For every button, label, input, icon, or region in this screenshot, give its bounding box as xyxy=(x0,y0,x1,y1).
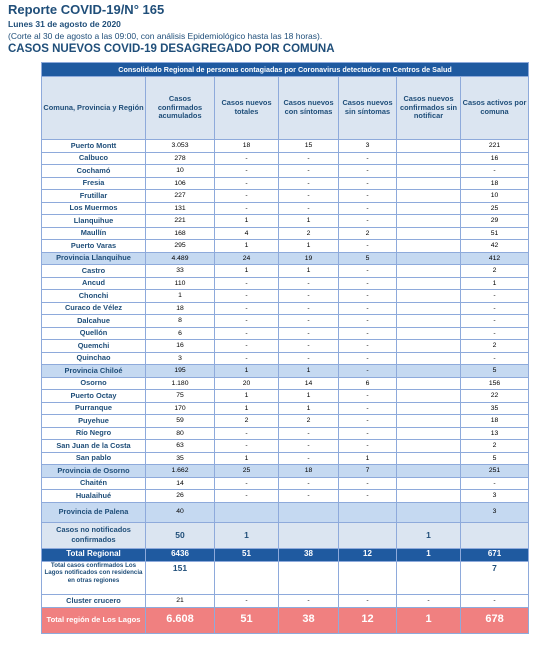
cell-value: 40 xyxy=(146,502,215,522)
cell-value: - xyxy=(215,352,279,365)
cell-value: 1 xyxy=(215,390,279,403)
total-regional-row xyxy=(42,548,529,561)
cell-value: - xyxy=(279,490,339,503)
cell-value xyxy=(397,290,461,303)
cell-value: - xyxy=(339,415,397,428)
cell-value: - xyxy=(339,190,397,203)
cell-value: - xyxy=(339,277,397,290)
cell-value: - xyxy=(339,290,397,303)
cell-value xyxy=(397,340,461,353)
cell-value: 63 xyxy=(146,440,215,453)
cell-value: 14 xyxy=(146,477,215,490)
cell-value: 3 xyxy=(461,502,529,522)
cell-value: 1.180 xyxy=(146,377,215,390)
cell-value xyxy=(397,477,461,490)
cell-value: - xyxy=(279,302,339,315)
cell-value xyxy=(279,522,339,548)
cell-value: 170 xyxy=(146,402,215,415)
cell-value: 1 xyxy=(461,277,529,290)
cell-value xyxy=(397,265,461,278)
cell-value xyxy=(397,152,461,165)
cell-value: 1 xyxy=(397,548,461,561)
cell-value xyxy=(397,352,461,365)
cell-value: 8 xyxy=(146,315,215,328)
cell-value: - xyxy=(339,165,397,178)
cell-value: 18 xyxy=(461,415,529,428)
cruise-cluster-row xyxy=(42,594,529,607)
cell-value: 75 xyxy=(146,390,215,403)
province-row xyxy=(42,465,529,478)
report-date: Lunes 31 de agosto de 2020 xyxy=(8,19,121,29)
cell-value: - xyxy=(339,402,397,415)
final-total-row xyxy=(42,607,529,633)
cell-value: 51 xyxy=(215,548,279,561)
cell-value xyxy=(279,502,339,522)
cell-value xyxy=(397,377,461,390)
cell-value: 25 xyxy=(215,465,279,478)
cell-value: 1.662 xyxy=(146,465,215,478)
row-label: Llanquihue xyxy=(42,215,146,228)
row-label: Purranque xyxy=(42,402,146,415)
cell-value xyxy=(397,277,461,290)
cell-value: 6436 xyxy=(146,548,215,561)
cell-value: 80 xyxy=(146,427,215,440)
cell-value: 35 xyxy=(461,402,529,415)
cell-value: - xyxy=(461,315,529,328)
cell-value: - xyxy=(461,165,529,178)
cell-value: - xyxy=(215,202,279,215)
commune-row xyxy=(42,202,529,215)
province-row xyxy=(42,252,529,265)
cell-value: 2 xyxy=(461,440,529,453)
commune-row xyxy=(42,390,529,403)
row-label: Chonchi xyxy=(42,290,146,303)
cell-value: - xyxy=(279,340,339,353)
cell-value: 671 xyxy=(461,548,529,561)
cell-value: - xyxy=(339,327,397,340)
cell-value: 5 xyxy=(339,252,397,265)
cell-value: - xyxy=(397,594,461,607)
cell-value: 16 xyxy=(461,152,529,165)
not-notified-row xyxy=(42,522,529,548)
cell-value: 678 xyxy=(461,607,529,633)
cell-value: 18 xyxy=(461,177,529,190)
cell-value xyxy=(215,561,279,594)
cell-value: - xyxy=(215,190,279,203)
cell-value xyxy=(397,140,461,153)
cell-value: 21 xyxy=(146,594,215,607)
cell-value: 110 xyxy=(146,277,215,290)
cell-value: 59 xyxy=(146,415,215,428)
column-header: Comuna, Provincia y Región xyxy=(42,77,146,140)
cell-value: - xyxy=(279,440,339,453)
row-label: Total Regional xyxy=(42,548,146,561)
cell-value: 131 xyxy=(146,202,215,215)
cell-value: 7 xyxy=(461,561,529,594)
commune-row xyxy=(42,440,529,453)
column-header: Casos nuevos con síntomas xyxy=(279,77,339,140)
commune-row xyxy=(42,415,529,428)
commune-row xyxy=(42,477,529,490)
cell-value: 6 xyxy=(146,327,215,340)
cell-value: 33 xyxy=(146,265,215,278)
cell-value: 12 xyxy=(339,548,397,561)
row-label: Calbuco xyxy=(42,152,146,165)
commune-row xyxy=(42,315,529,328)
cell-value: - xyxy=(215,427,279,440)
cell-value: 2 xyxy=(279,415,339,428)
cell-value: 1 xyxy=(279,390,339,403)
cell-value xyxy=(339,561,397,594)
cell-value: - xyxy=(279,190,339,203)
cell-value: 22 xyxy=(461,390,529,403)
cell-value: 227 xyxy=(146,190,215,203)
commune-row xyxy=(42,352,529,365)
commune-row xyxy=(42,340,529,353)
cell-value: 26 xyxy=(146,490,215,503)
row-label: Chaitén xyxy=(42,477,146,490)
row-label: Cluster crucero xyxy=(42,594,146,607)
cell-value xyxy=(397,390,461,403)
cell-value: 4.489 xyxy=(146,252,215,265)
row-label: Dalcahue xyxy=(42,315,146,328)
row-label: Castro xyxy=(42,265,146,278)
cell-value: - xyxy=(339,427,397,440)
cell-value: 1 xyxy=(339,452,397,465)
cell-value: 4 xyxy=(215,227,279,240)
column-header: Casos nuevos sin síntomas xyxy=(339,77,397,140)
cell-value: 5 xyxy=(461,452,529,465)
row-label: Río Negro xyxy=(42,427,146,440)
commune-row xyxy=(42,152,529,165)
cell-value: 2 xyxy=(279,227,339,240)
cell-value xyxy=(397,252,461,265)
other-regions-row xyxy=(42,561,529,594)
section-title: CASOS NUEVOS COVID-19 DESAGREGADO POR COMUNA xyxy=(8,43,335,55)
cell-value xyxy=(397,327,461,340)
cell-value: - xyxy=(461,302,529,315)
commune-row xyxy=(42,377,529,390)
row-label: Frutillar xyxy=(42,190,146,203)
cell-value xyxy=(397,365,461,378)
cell-value xyxy=(397,302,461,315)
cell-value: 1 xyxy=(215,452,279,465)
row-label: Puyehue xyxy=(42,415,146,428)
cell-value: - xyxy=(279,152,339,165)
cell-value: - xyxy=(215,594,279,607)
cell-value: 251 xyxy=(461,465,529,478)
cell-value: 1 xyxy=(279,402,339,415)
cell-value: - xyxy=(339,340,397,353)
cell-value: - xyxy=(339,440,397,453)
cell-value: 2 xyxy=(215,415,279,428)
cell-value: 2 xyxy=(461,265,529,278)
cases-by-commune-table xyxy=(41,62,529,634)
cell-value: 51 xyxy=(215,607,279,633)
commune-row xyxy=(42,302,529,315)
cell-value: 1 xyxy=(215,522,279,548)
cell-value: 5 xyxy=(461,365,529,378)
row-label: Los Muermos xyxy=(42,202,146,215)
cell-value: - xyxy=(339,215,397,228)
cell-value: - xyxy=(339,594,397,607)
cell-value: - xyxy=(215,477,279,490)
cell-value: 6 xyxy=(339,377,397,390)
cell-value: - xyxy=(339,390,397,403)
cell-value: 156 xyxy=(461,377,529,390)
row-label: Curaco de Vélez xyxy=(42,302,146,315)
cell-value: 51 xyxy=(461,227,529,240)
row-label: Puerto Montt xyxy=(42,140,146,153)
cell-value: - xyxy=(279,277,339,290)
commune-row xyxy=(42,452,529,465)
cell-value: 1 xyxy=(215,215,279,228)
row-label: Hualaihué xyxy=(42,490,146,503)
cell-value: - xyxy=(279,327,339,340)
cell-value: - xyxy=(339,202,397,215)
cell-value: 106 xyxy=(146,177,215,190)
cell-value xyxy=(339,502,397,522)
commune-row xyxy=(42,277,529,290)
cell-value: 151 xyxy=(146,561,215,594)
cell-value xyxy=(397,465,461,478)
cell-value: 19 xyxy=(279,252,339,265)
cell-value: 35 xyxy=(146,452,215,465)
cell-value: - xyxy=(279,477,339,490)
cell-value: - xyxy=(461,594,529,607)
cell-value: - xyxy=(461,327,529,340)
cell-value: - xyxy=(339,302,397,315)
commune-row xyxy=(42,227,529,240)
cell-value xyxy=(397,177,461,190)
province-row xyxy=(42,502,529,522)
cell-value: 1 xyxy=(215,365,279,378)
cell-value: 1 xyxy=(279,365,339,378)
cell-value: - xyxy=(215,152,279,165)
cell-value: 10 xyxy=(146,165,215,178)
commune-row xyxy=(42,327,529,340)
cell-value xyxy=(397,227,461,240)
row-label: Total casos confirmados Los Lagos notificados con residencia en otras regiones xyxy=(42,561,146,594)
cell-value: 18 xyxy=(146,302,215,315)
commune-row xyxy=(42,190,529,203)
cell-value: - xyxy=(215,177,279,190)
column-header: Casos activos por comuna xyxy=(461,77,529,140)
cell-value: 278 xyxy=(146,152,215,165)
cell-value: - xyxy=(279,315,339,328)
commune-row xyxy=(42,490,529,503)
cell-value: 1 xyxy=(215,265,279,278)
cell-value xyxy=(397,190,461,203)
cell-value xyxy=(397,165,461,178)
cell-value: 14 xyxy=(279,377,339,390)
cell-value: 29 xyxy=(461,215,529,228)
cell-value: 10 xyxy=(461,190,529,203)
column-header: Casos nuevos totales xyxy=(215,77,279,140)
cell-value xyxy=(397,202,461,215)
cell-value: 2 xyxy=(339,227,397,240)
cell-value: 3 xyxy=(146,352,215,365)
cell-value: 7 xyxy=(339,465,397,478)
row-label: Quemchi xyxy=(42,340,146,353)
cell-value xyxy=(279,561,339,594)
cell-value: 221 xyxy=(146,215,215,228)
commune-row xyxy=(42,240,529,253)
row-label: Provincia Llanquihue xyxy=(42,252,146,265)
cell-value: - xyxy=(215,165,279,178)
cell-value xyxy=(397,240,461,253)
commune-row xyxy=(42,402,529,415)
cell-value: - xyxy=(339,152,397,165)
cell-value: - xyxy=(339,365,397,378)
row-label: Quellón xyxy=(42,327,146,340)
cell-value xyxy=(339,522,397,548)
cell-value: - xyxy=(279,202,339,215)
commune-row xyxy=(42,215,529,228)
column-header: Casos nuevos confirmados sin notificar xyxy=(397,77,461,140)
cell-value: 1 xyxy=(215,240,279,253)
cell-value: - xyxy=(461,352,529,365)
cell-value: - xyxy=(215,340,279,353)
report-title: Reporte COVID-19/N° 165 xyxy=(8,2,165,17)
cell-value: - xyxy=(339,490,397,503)
cell-value: - xyxy=(215,327,279,340)
province-row xyxy=(42,365,529,378)
commune-row xyxy=(42,177,529,190)
cell-value: - xyxy=(279,290,339,303)
cell-value: 1 xyxy=(279,215,339,228)
cell-value: 18 xyxy=(279,465,339,478)
cell-value: 38 xyxy=(279,548,339,561)
cell-value xyxy=(397,490,461,503)
cell-value: - xyxy=(215,290,279,303)
cell-value: - xyxy=(215,490,279,503)
cell-value: 168 xyxy=(146,227,215,240)
cell-value: 20 xyxy=(215,377,279,390)
cell-value xyxy=(397,440,461,453)
cell-value: - xyxy=(215,277,279,290)
commune-row xyxy=(42,290,529,303)
cell-value: - xyxy=(215,440,279,453)
cell-value: 13 xyxy=(461,427,529,440)
row-label: Puerto Varas xyxy=(42,240,146,253)
cell-value: 221 xyxy=(461,140,529,153)
row-label: Provincia Chiloé xyxy=(42,365,146,378)
cell-value: - xyxy=(215,315,279,328)
cell-value xyxy=(397,415,461,428)
cell-value: 195 xyxy=(146,365,215,378)
cell-value: - xyxy=(279,165,339,178)
cell-value xyxy=(215,502,279,522)
cell-value: 1 xyxy=(279,240,339,253)
row-label: Osorno xyxy=(42,377,146,390)
cell-value: 38 xyxy=(279,607,339,633)
row-label: Casos no notificados confirmados xyxy=(42,522,146,548)
row-label: Fresia xyxy=(42,177,146,190)
cell-value xyxy=(397,452,461,465)
cell-value: - xyxy=(215,302,279,315)
row-label: Total región de Los Lagos xyxy=(42,607,146,633)
cell-value: 1 xyxy=(146,290,215,303)
cell-value xyxy=(397,315,461,328)
cell-value: - xyxy=(279,177,339,190)
cell-value xyxy=(397,215,461,228)
cell-value: 50 xyxy=(146,522,215,548)
row-label: Puerto Octay xyxy=(42,390,146,403)
column-header: Casos confirmados acumulados xyxy=(146,77,215,140)
cell-value: 1 xyxy=(397,522,461,548)
cell-value: - xyxy=(279,427,339,440)
cell-value: - xyxy=(339,352,397,365)
cell-value xyxy=(397,427,461,440)
cell-value xyxy=(397,402,461,415)
cell-value xyxy=(397,561,461,594)
row-label: San Juan de la Costa xyxy=(42,440,146,453)
cell-value: 3 xyxy=(461,490,529,503)
cell-value: 1 xyxy=(215,402,279,415)
cell-value: 6.608 xyxy=(146,607,215,633)
commune-row xyxy=(42,165,529,178)
cell-value: - xyxy=(461,477,529,490)
cell-value: 15 xyxy=(279,140,339,153)
table-banner: Consolidado Regional de personas contagiadas por Coronavirus detectados en Centros de Salud xyxy=(42,63,529,77)
cell-value: 12 xyxy=(339,607,397,633)
cell-value: 1 xyxy=(279,265,339,278)
cell-value xyxy=(397,502,461,522)
cell-value: 42 xyxy=(461,240,529,253)
row-label: San pablo xyxy=(42,452,146,465)
column-headers xyxy=(42,77,529,140)
cell-value: 3 xyxy=(339,140,397,153)
commune-row xyxy=(42,265,529,278)
cell-value: - xyxy=(339,177,397,190)
cell-value: 2 xyxy=(461,340,529,353)
row-label: Quinchao xyxy=(42,352,146,365)
cell-value: - xyxy=(279,352,339,365)
row-label: Provincia de Palena xyxy=(42,502,146,522)
cell-value: 295 xyxy=(146,240,215,253)
cell-value: 24 xyxy=(215,252,279,265)
cell-value: - xyxy=(279,452,339,465)
cell-value: 3.053 xyxy=(146,140,215,153)
cell-value: - xyxy=(339,265,397,278)
cell-value: - xyxy=(339,315,397,328)
cell-value: - xyxy=(461,290,529,303)
cell-value: 16 xyxy=(146,340,215,353)
row-label: Cochamó xyxy=(42,165,146,178)
cell-value: 1 xyxy=(397,607,461,633)
cell-value: - xyxy=(339,240,397,253)
cell-value: - xyxy=(279,594,339,607)
cell-value: 18 xyxy=(215,140,279,153)
cell-value: - xyxy=(339,477,397,490)
report-cutoff: (Corte al 30 de agosto a las 09:00, con análisis Epidemiológico hasta las 18 horas). xyxy=(8,31,323,41)
cell-value: 412 xyxy=(461,252,529,265)
commune-row xyxy=(42,140,529,153)
row-label: Maullín xyxy=(42,227,146,240)
cell-value xyxy=(461,522,529,548)
cell-value: 25 xyxy=(461,202,529,215)
row-label: Ancud xyxy=(42,277,146,290)
row-label: Provincia de Osorno xyxy=(42,465,146,478)
commune-row xyxy=(42,427,529,440)
